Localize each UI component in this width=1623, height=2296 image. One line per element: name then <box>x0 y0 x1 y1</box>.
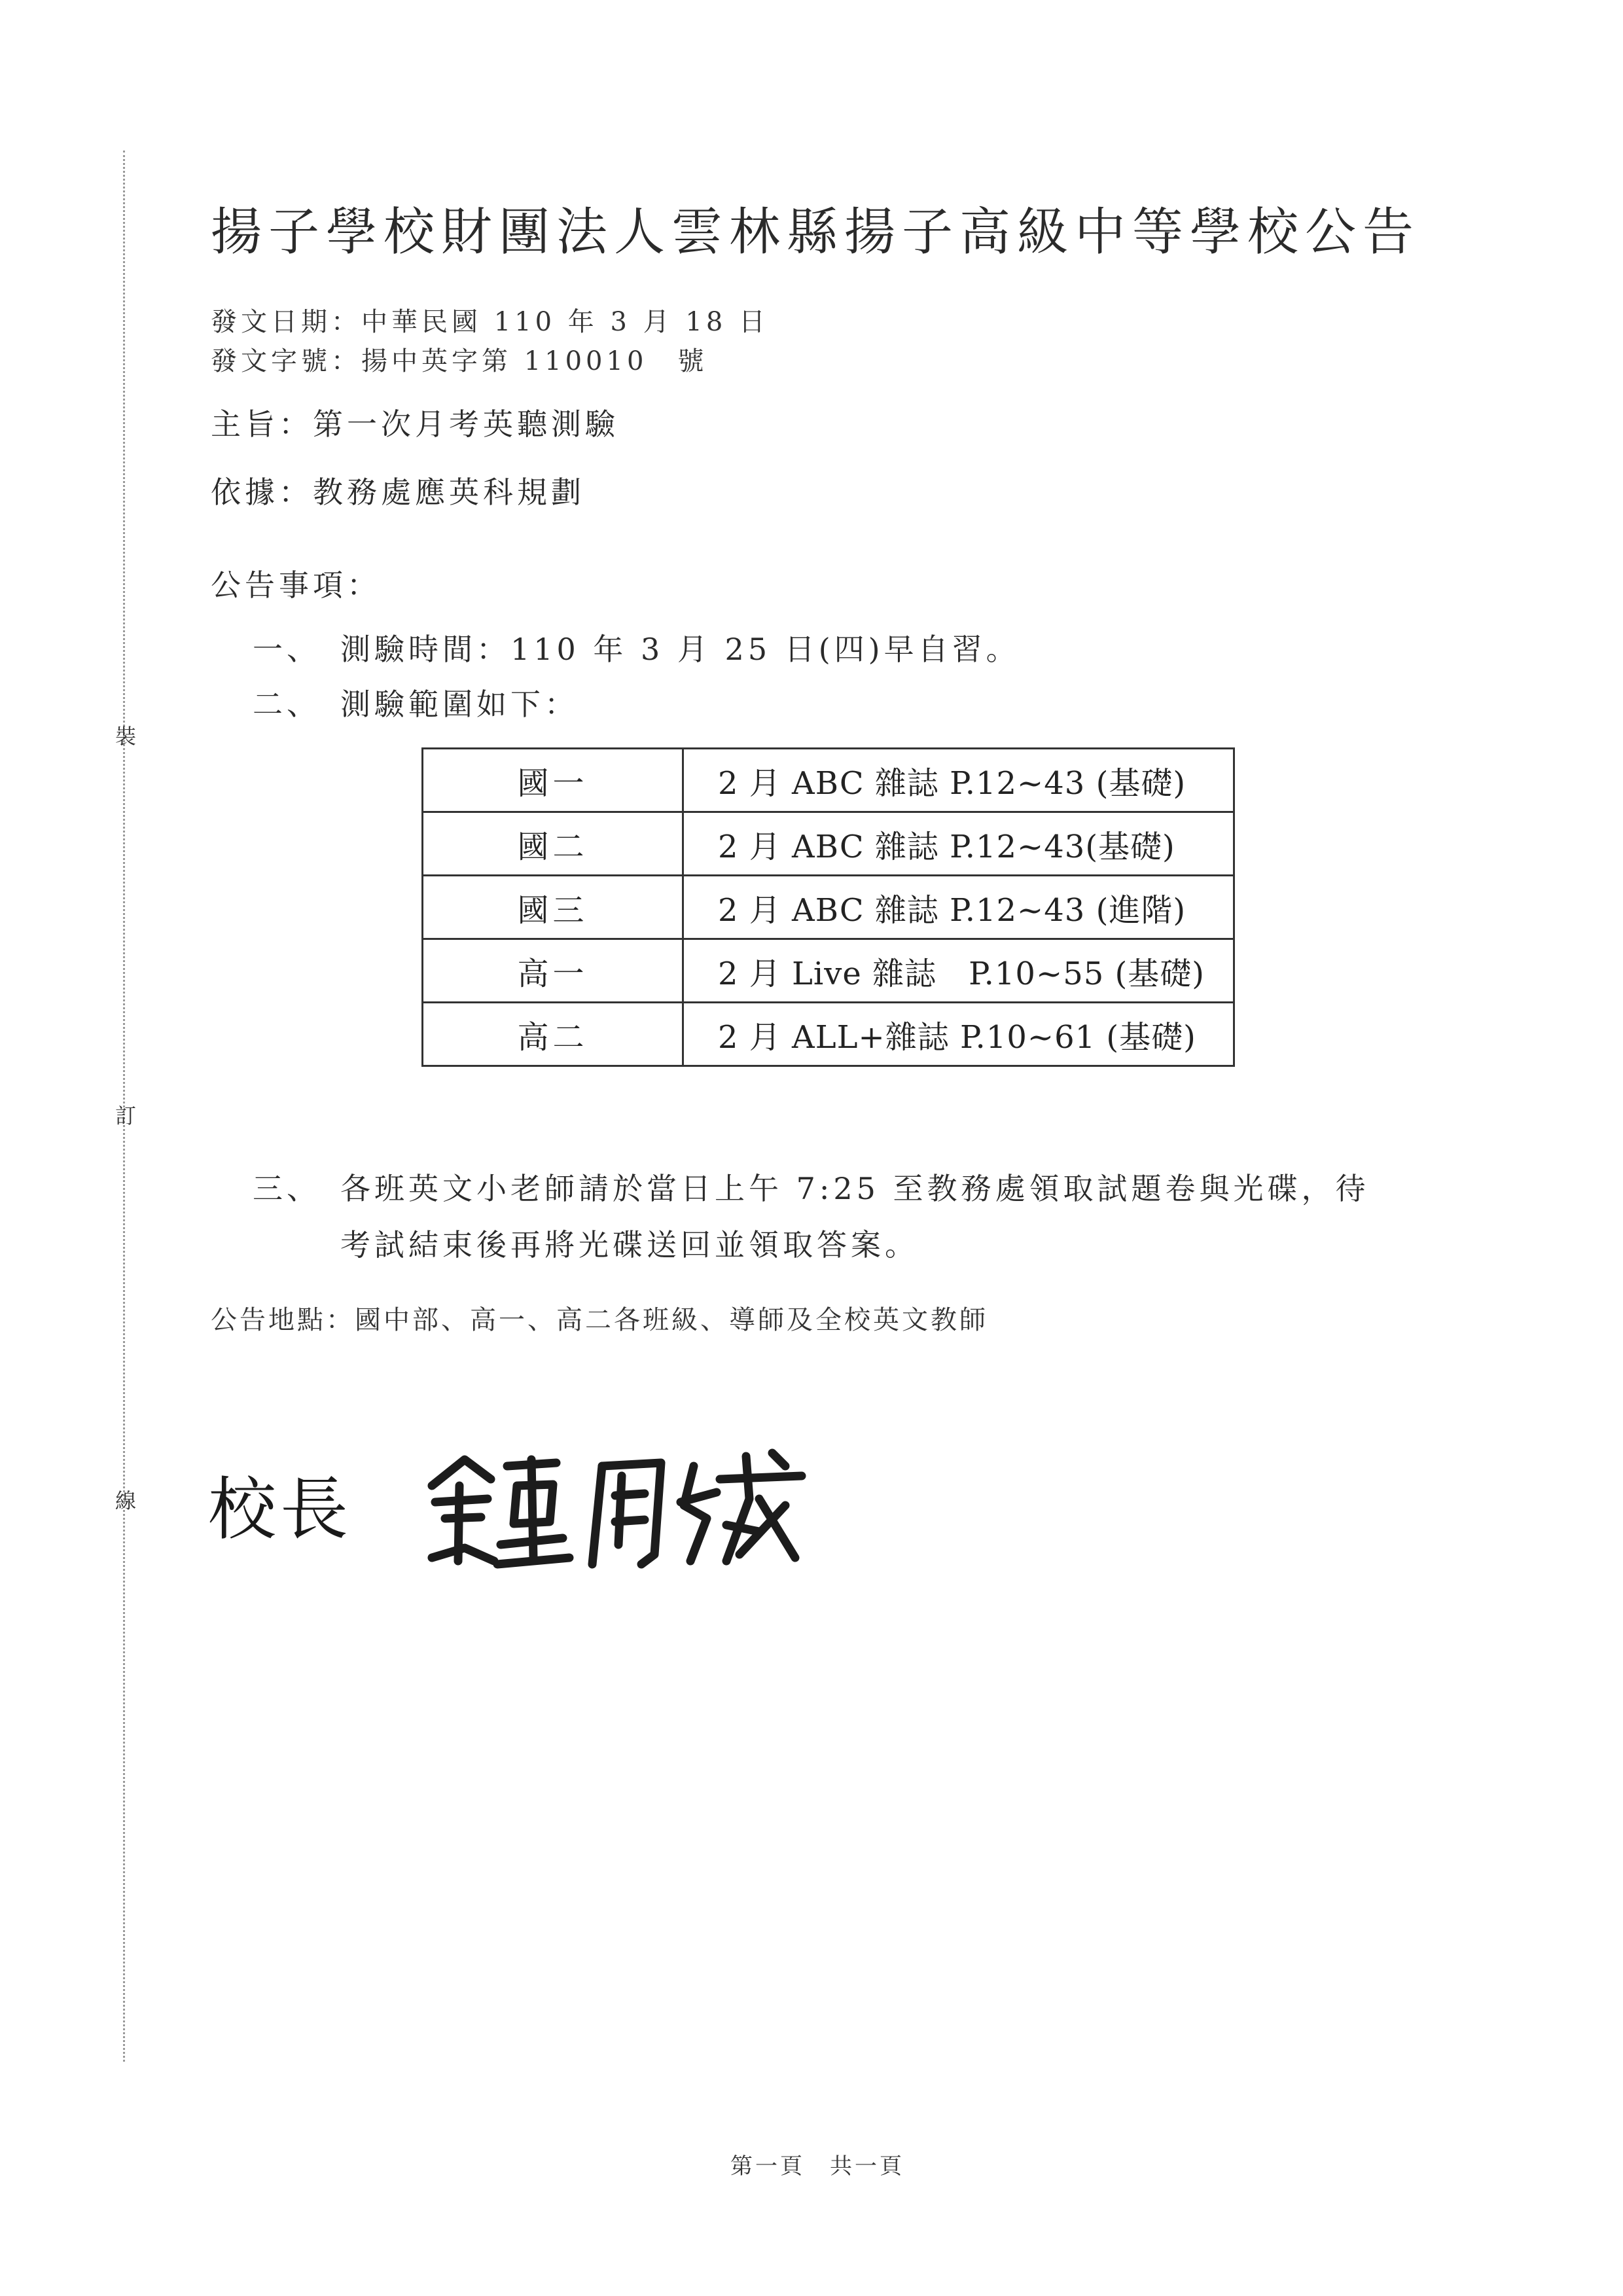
item-3-text-line1: 各班英文小老師請於當日上午 7:25 至教務處領取試題卷與光碟，待 <box>340 1171 1370 1206</box>
grade-cell: 高二 <box>423 1003 683 1066</box>
page-footer: 第一頁 共一頁 <box>730 2153 904 2179</box>
document-title: 揚子學校財團法人雲林縣揚子高級中等學校公告 <box>211 203 1421 262</box>
table-row <box>423 812 1234 876</box>
binding-mark-xian: 線 <box>115 1488 137 1513</box>
grade-cell: 國三 <box>423 876 683 939</box>
scope-cell: 2 月 ABC 雜誌 P.12~43 (基礎) <box>683 749 1234 812</box>
subject: 主旨：第一次月考英聽測驗 <box>211 406 619 442</box>
item-2-text: 測驗範圍如下： <box>340 687 579 722</box>
table-row <box>423 876 1234 939</box>
principal-label: 校長 <box>208 1469 353 1549</box>
scope-cell: 2 月 Live 雜誌 P.10~55 (基礎) <box>683 939 1234 1003</box>
principal-signature <box>419 1440 812 1577</box>
scope-cell: 2 月 ABC 雜誌 P.12~43(基礎) <box>683 812 1234 876</box>
grade-cell: 高一 <box>423 939 683 1003</box>
issue-date: 發文日期：中華民國 110 年 3 月 18 日 <box>211 307 769 337</box>
item-2-marker: 二、 <box>253 687 321 722</box>
binding-mark-zhuang: 裝 <box>115 724 137 749</box>
scope-cell: 2 月 ALL+雜誌 P.10~61 (基礎) <box>683 1003 1234 1066</box>
table-row <box>423 939 1234 1003</box>
scope-table <box>421 747 1235 1067</box>
grade-cell: 國二 <box>423 812 683 876</box>
document-number: 發文字號：揚中英字第 110010 號 <box>211 346 708 376</box>
item-1-marker: 一、 <box>253 632 321 667</box>
item-1-text: 測驗時間：110 年 3 月 25 日(四)早自習。 <box>340 632 1020 667</box>
notice-heading: 公告事項： <box>211 567 381 603</box>
item-3-text-line2: 考試結束後再將光碟送回並領取答案。 <box>340 1227 919 1263</box>
posting-place: 公告地點：國中部、高一、高二各班級、導師及全校英文教師 <box>211 1305 988 1335</box>
item-3-marker: 三、 <box>253 1171 321 1206</box>
grade-cell: 國一 <box>423 749 683 812</box>
binding-mark-ding: 訂 <box>115 1103 137 1128</box>
table-row <box>423 1003 1234 1066</box>
table-row <box>423 749 1234 812</box>
basis: 依據：教務處應英科規劃 <box>211 475 585 510</box>
scope-cell: 2 月 ABC 雜誌 P.12~43 (進階) <box>683 876 1234 939</box>
